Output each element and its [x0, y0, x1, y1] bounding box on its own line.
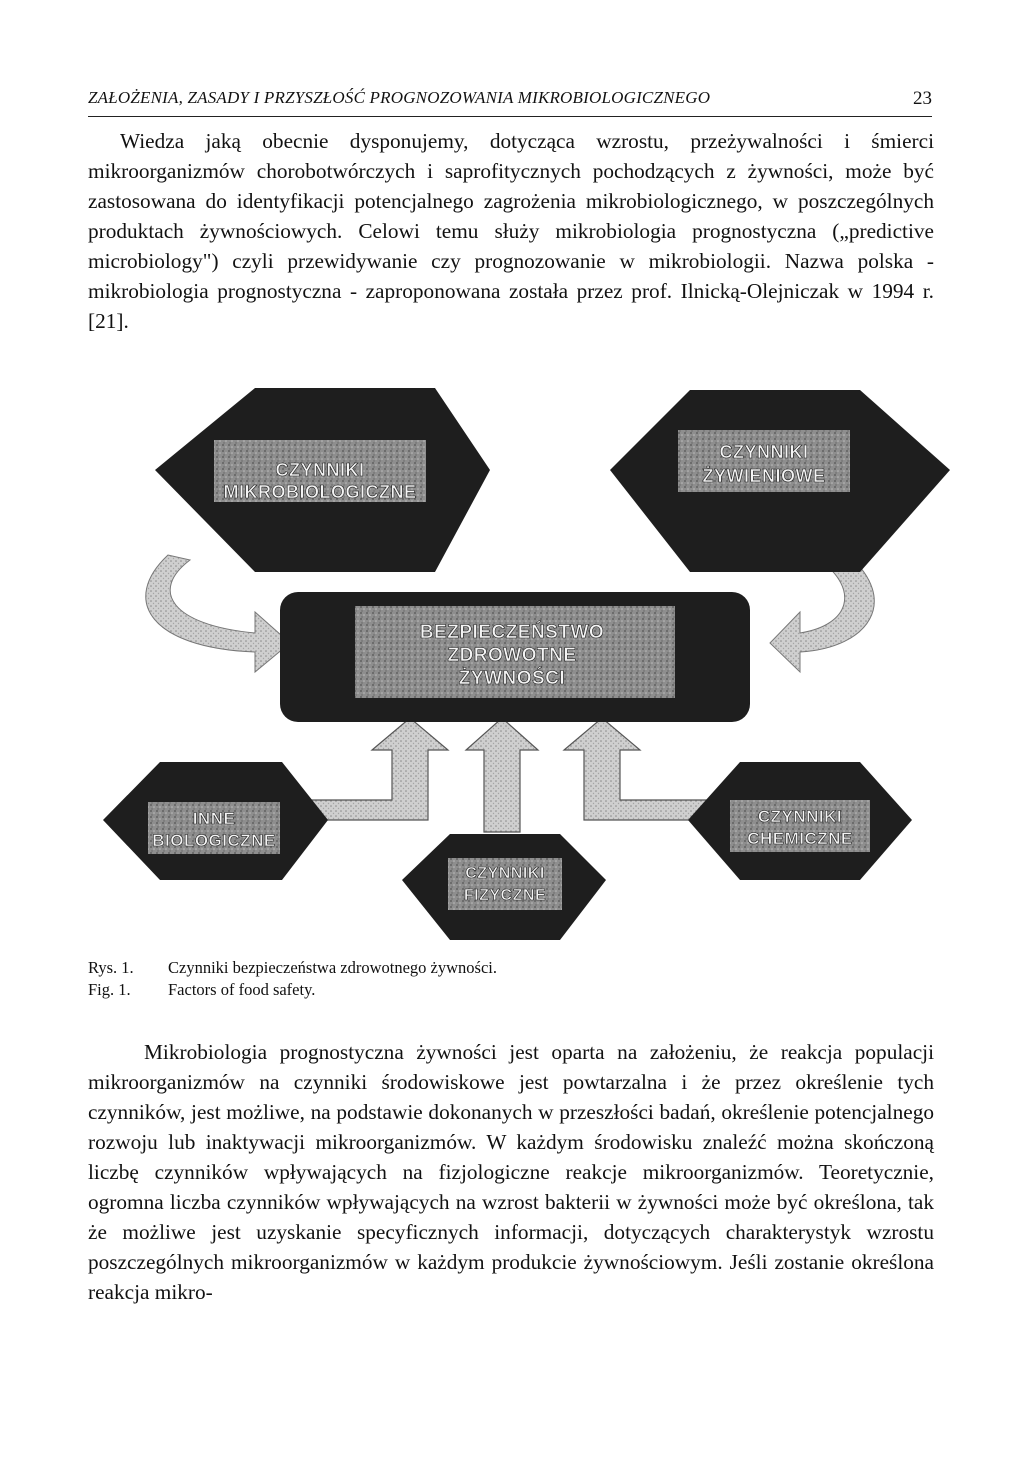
label-center-2: ZDROWOTNE	[447, 645, 577, 666]
paragraph-predictive-microbiology: Mikrobiologia prognostyczna żywności jest oparta na założeniu, że reakcja populacji mikroorganizmów na czynniki środowiskowe jest powtarzalna i że przez określenie tych czynników, jest możliwe, na podstawie dokonanych w przeszłości badań, określenie potencjalnego rozwoju lub inaktywacji mikroorganizmów. W każdym środowisku znaleźć można skończoną liczbę czynników wpływających na fizjologiczne reakcje mikroorganizmów. Teoretycznie, ogromna liczba czynników wpływających na wzrost bakterii w żywności może być określona, tak że możliwe jest uzyskanie specyficznych informacji, dotyczących charakterystyk wzrostu poszczególnych mikroorganizmów w każdym produkcie żywnościowym. Jeśli zostanie określona reakcja mikro-	[88, 1040, 934, 1304]
running-header	[88, 88, 932, 117]
node-czynniki-zywieniowe	[610, 390, 950, 572]
node-bezpieczenstwo-zdrowotne-zywnosci	[280, 592, 750, 722]
label-zywieniowe-1: CZYNNIKI	[719, 442, 809, 462]
label-chemiczne-1: CZYNNIKI	[757, 807, 843, 826]
paragraph-intro: Wiedza jaką obecnie dysponujemy, dotycząca wzrostu, przeżywalności i śmierci mikroorganizmów chorobotwórczych i saprofitycznych pochodzących z żywności, może być zastosowana do identyfikacji potencjalnego zagrożenia mikrobiologicznego, w poszczególnych produktach żywnościowych. Celowi temu służy mikrobiologia prognostyczna („predictive microbiology") czyli przewidywanie czy prognozowanie w mikrobiologii. Nazwa polska - mikrobiologia prognostyczna - zaproponowana została przez prof. Ilnicką-Olejniczak w 1994 r. [21].	[88, 129, 934, 333]
figure-caption	[88, 957, 497, 1001]
up-arrow-center	[466, 718, 538, 832]
label-center-3: ŻYWNOŚCI	[458, 668, 566, 689]
page-number: 23	[913, 88, 932, 109]
label-chemiczne-2: CHEMICZNE	[747, 829, 853, 848]
caption-en-label: Fig. 1.	[88, 980, 131, 999]
running-title: ZAŁOŻENIA, ZASADY I PRZYSZŁOŚĆ PROGNOZOWANIA MIKROBIOLOGICZNEGO	[88, 88, 711, 107]
label-mikrobiologiczne-1: CZYNNIKI	[275, 460, 365, 480]
caption-pl-text: Czynniki bezpieczeństwa zdrowotnego żywności.	[168, 958, 497, 977]
node-czynniki-mikrobiologiczne	[155, 388, 490, 572]
node-inne-biologiczne	[103, 762, 328, 880]
label-fizyczne-1: CZYNNIKI	[465, 865, 545, 882]
right-curved-arrow	[770, 555, 874, 672]
label-inne-2: BIOLOGICZNE	[152, 831, 276, 850]
left-curved-arrow	[146, 555, 290, 672]
label-mikrobiologiczne-2: MIKROBIOLOGICZNE	[223, 482, 417, 502]
node-czynniki-chemiczne	[688, 762, 912, 880]
label-inne-1: INNE	[192, 809, 236, 828]
caption-pl-label: Rys. 1.	[88, 958, 134, 977]
food-safety-factors-diagram	[0, 370, 1024, 950]
node-czynniki-fizyczne	[402, 834, 606, 940]
label-center-1: BEZPIECZEŃSTWO	[419, 622, 605, 643]
label-fizyczne-2: FIZYCZNE	[463, 887, 547, 904]
label-zywieniowe-2: ŻYWIENIOWE	[702, 466, 826, 486]
caption-en-text: Factors of food safety.	[168, 980, 316, 999]
